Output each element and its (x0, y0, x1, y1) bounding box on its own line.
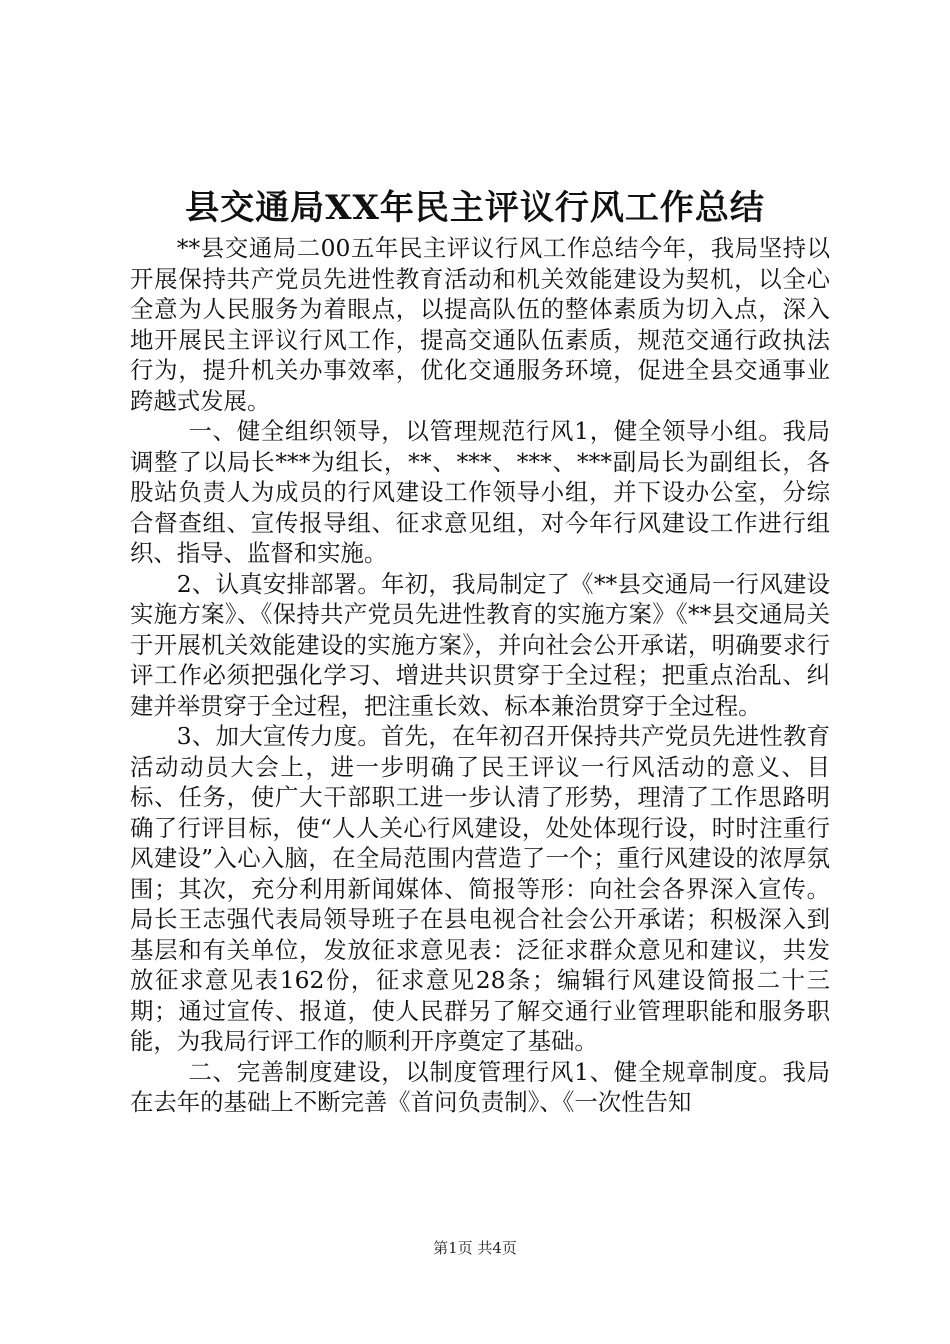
document-body (130, 233, 830, 1118)
paragraph-item-3: 3、加大宣传力度。首先，在年初召开保持共产党员先进性教育活动动员大会上，进一步明确了民王评议一行风活动的意义、目标、任务，使广大干部职工进一步认清了形势，理清了工作思路明确了行评目标，使“人人关心行风建设，处处体现行设，时时注重行风建设”入心入脑，在全局范围内营造了一个；重行风建设的浓厚氛围；其次，充分利用新闻媒体、简报等形：向社会各界深入宣传。局长王志强代表局领导班子在县电视合社会公开承诺；积极深入到基层和有关单位，发放征求意见表：泛征求群众意见和建议，共发放征求意见表162份，征求意见28条；编辑行风建设简报二十三期；通过宣传、报道，使人民群另了解交通行业管理职能和服务职能，为我局行评工作的顺利开序奠定了基础。 (130, 722, 830, 1055)
paragraph-section-2: 二、完善制度建设，以制度管理行风1、健全规章制度。我局在去年的基础上不断完善《首问负责制》、《一次性告知 (130, 1057, 830, 1116)
page-footer: 第1页 共4页 (433, 1239, 517, 1257)
paragraph-intro: **县交通局二00五年民主评议行风工作总结今年，我局坚持以开展保持共产党员先进性教育活动和机关效能建设为契机，以全心全意为人民服务为着眼点，以提高队伍的整体素质为切入点，深入地开展民主评议行风工作，提高交通队伍素质，规范交通行政执法行为，提升机关办事效率，优化交通服务环境，促进全县交通事业跨越式发展。 (130, 234, 830, 415)
paragraph-item-2: 2、认真安排部署。年初，我局制定了《**县交通局一行风建设实施方案》、《保持共产党员先进性教育的实施方案》《**县交通局关于开展机关效能建设的实施方案》，并向社会公开承诺，明确要求行评工作必须把强化学习、增进共识贯穿于全过程；把重点治乱、纠建并举贯穿于全过程，把注重长效、标本兼治贯穿于全过程。 (130, 569, 830, 720)
document-title: 县交通局XX年民主评议行风工作总结 (185, 188, 765, 228)
paragraph-section-1: 一、健全组织领导，以管理规范行风1，健全领导小组。我局调整了以局长***为组长，**、***、***、***副局长为副组长，各股站负责人为成员的行风建设工作领导小组，并下设办公室，分综合督查组、宣传报导组、征求意见组，对今年行风建设工作进行组织、指导、监督和实施。 (130, 417, 830, 567)
